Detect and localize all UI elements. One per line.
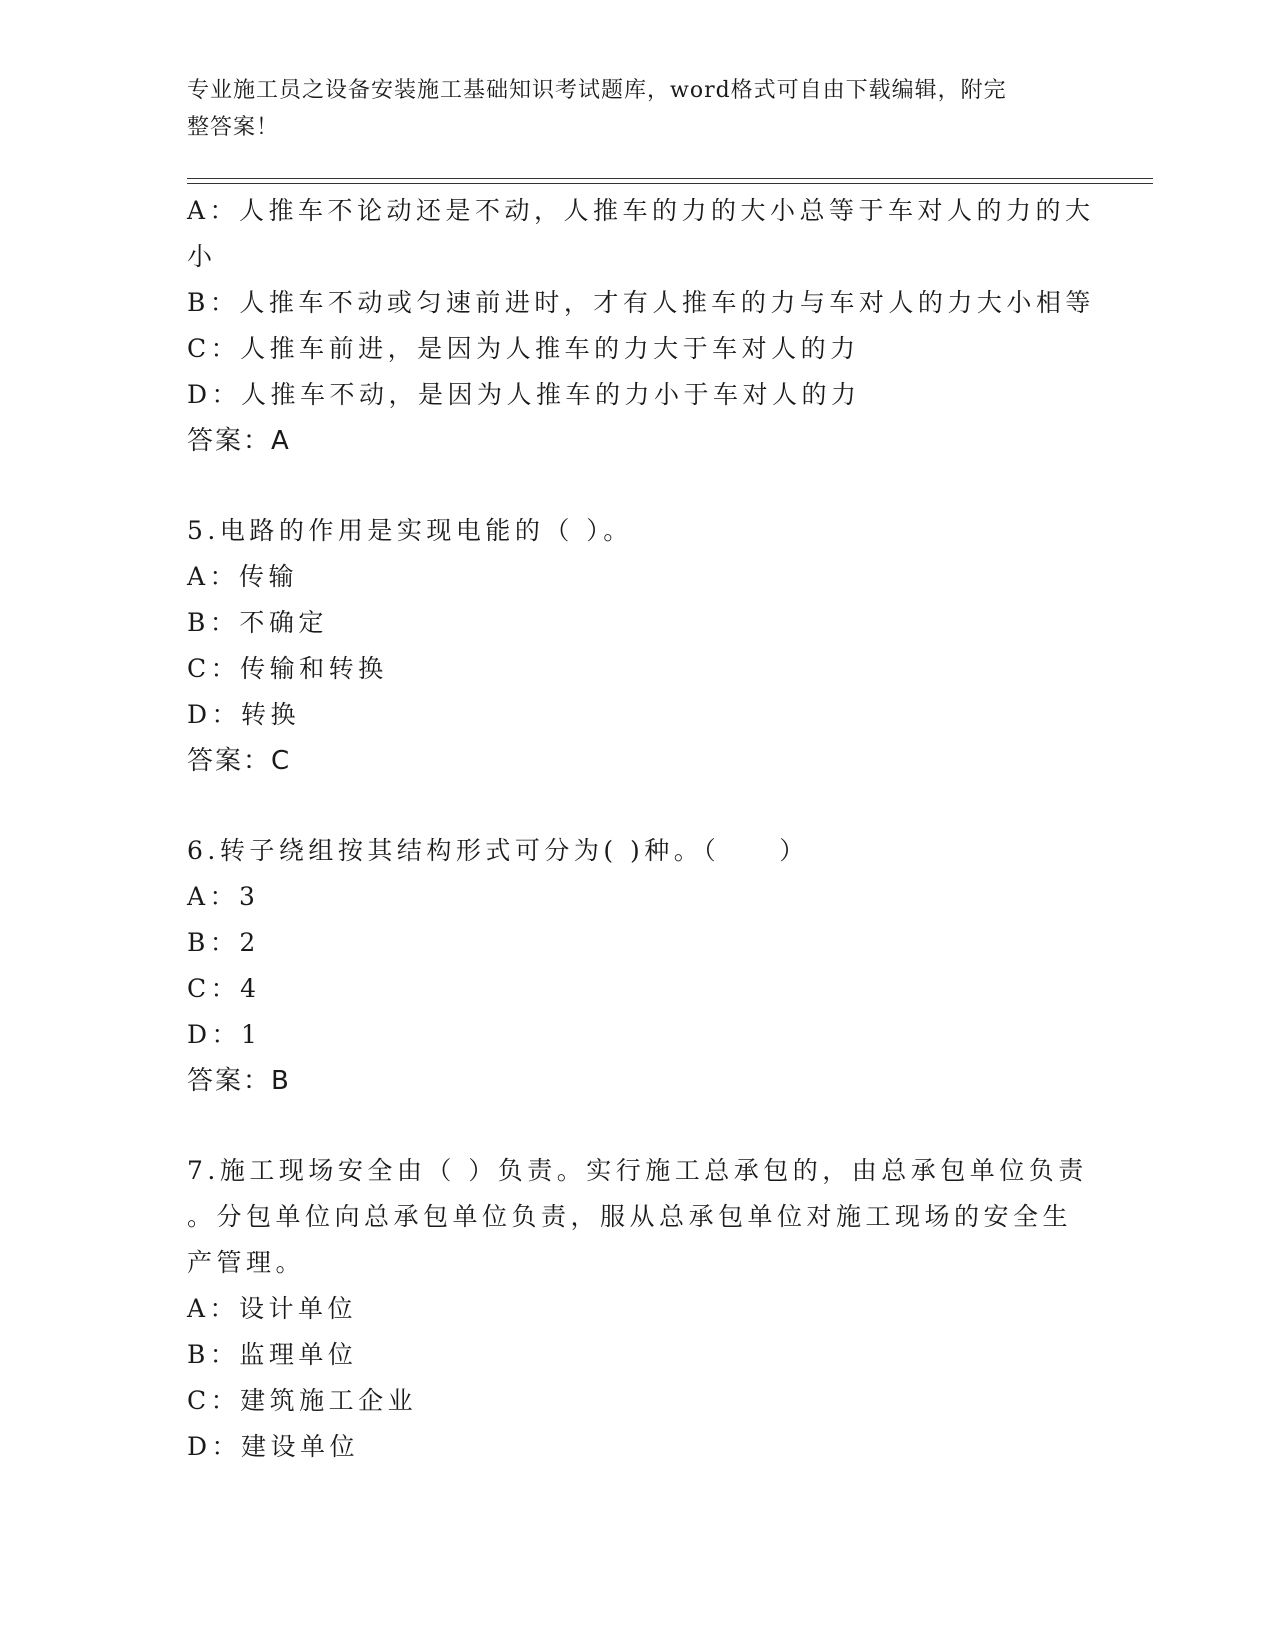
option-d: D：人推车不动，是因为人推车的力小于车对人的力 [187,380,861,409]
option-b: B：人推车不动或匀速前进时，才有人推车的力与车对人的力大小相等 [187,288,1095,317]
question-stem-line-2: 。分包单位向总承包单位负责，服从总承包单位对施工现场的安全生 [187,1202,1073,1231]
option-b: B：2 [187,928,260,957]
answer: 答案：A [187,426,291,456]
spacer [187,1104,1087,1148]
document-header [187,72,1067,146]
question-stem-line-1: 7.施工现场安全由（ ）负责。实行施工总承包的，由总承包单位负责 [187,1156,1088,1185]
option-c: C：传输和转换 [187,654,388,683]
question-stem-line-3: 产管理。 [187,1248,306,1277]
option-a: A：3 [187,882,260,911]
option-d: D：转换 [187,700,301,729]
option-b: B：监理单位 [187,1340,358,1369]
spacer [187,784,1087,828]
answer: 答案：B [187,1066,291,1096]
spacer [187,464,1087,508]
header-divider-bottom [187,183,1153,184]
header-divider-top [187,178,1153,179]
header-line-2: 整答案！ [187,115,280,140]
question-5 [187,508,1087,784]
option-c: C：4 [187,974,261,1003]
option-a: A：传输 [187,562,299,591]
option-c: C：人推车前进，是因为人推车的力大于车对人的力 [187,334,860,363]
header-line-1: 专业施工员之设备安装施工基础知识考试题库，word格式可自由下载编辑，附完 [187,78,1007,103]
option-c: C：建筑施工企业 [187,1386,418,1415]
option-a-line-1: A：人推车不论动还是不动，人推车的力的大小总等于车对人的力的大 [187,196,1095,225]
question-stem: 6.转子绕组按其结构形式可分为( )种。（ ） [187,836,809,865]
answer: 答案：C [187,746,292,776]
option-a-line-2: 小 [187,242,217,271]
question-4 [187,188,1095,464]
question-stem: 5.电路的作用是实现电能的（ ）。 [187,516,633,545]
question-list [187,188,1095,1470]
question-6 [187,828,1087,1104]
question-7 [187,1148,1087,1470]
option-d: D：建设单位 [187,1432,360,1461]
option-d: D：1 [187,1020,262,1049]
option-b: B：不确定 [187,608,328,637]
option-a: A：设计单位 [187,1294,358,1323]
